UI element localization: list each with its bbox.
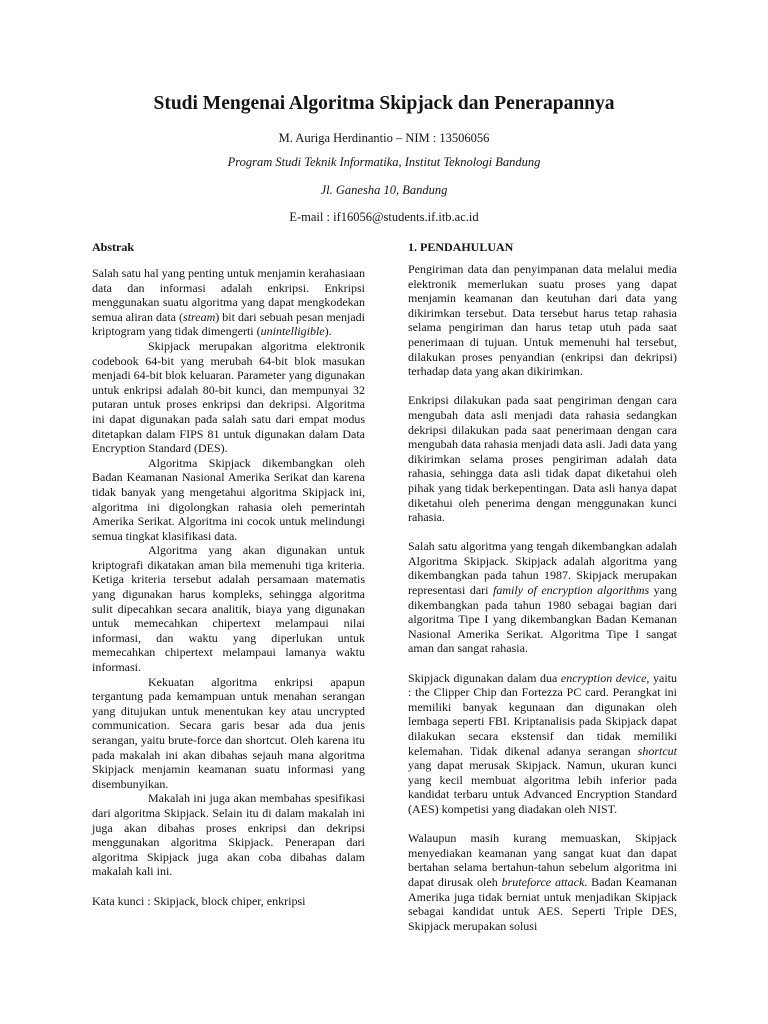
affiliation-line: Program Studi Teknik Informatika, Institut Teknologi Bandung (227, 155, 541, 169)
intro-paragraph-2: Enkripsi dilakukan pada saat pengiriman dengan cara mengubah data asli menjadi data rahasia sedangkan dekripsi dilakukan pada saat penerimaan dengan cara mengubah data rahasia menjadi data asli. Jadi data yang dikirimkan selama proses pengiriman adalah data rahasia, sehingga data asli tidak dapat diketahui oleh pihak yang tidak berkepentingan. Data asli hanya dapat diketahui oleh penerima dengan menggunakan kunci rahasia. (408, 393, 677, 525)
email-line: E-mail : if16056@students.if.itb.ac.id (289, 210, 479, 224)
abstract-heading: Abstrak (92, 240, 135, 254)
intro-paragraph-3: Salah satu algoritma yang tengah dikembangkan adalah Algoritma Skipjack. Skipjack adalah algoritma yang dikembangkan pada tahun 1987. Skipjack merupakan representasi dari family of encryption algorithms yang dikembangkan pada tahun 1980 sebagai bagian dari algoritma Tipe I yang dikembangkan Badan Kemanan Nasional Amerika Serikat. Algoritma Tipe I sangat aman dan sangat rahasia. (408, 539, 678, 656)
abstract-paragraph-4: Algoritma yang akan digunakan untuk kriptografi dikatakan aman bila memenuhi tiga kriteria. Ketiga kriteria tersebut adalah persamaan matematis yang digunakan harus kompleks, sehingga algoritma sulit dipecahkan secara analitik, biaya yang digunakan untuk memecahkan chipertext melampaui nilai informasi, dan waktu yang diperlukan untuk memecahkan chipertext melampaui lamanya waktu informasi. (92, 543, 365, 675)
address-line: Jl. Ganesha 10, Bandung (320, 183, 448, 197)
paper-title: Studi Mengenai Algoritma Skipjack dan Penerapannya (153, 93, 615, 114)
author-line: M. Auriga Herdinantio – NIM : 13506056 (278, 131, 490, 145)
abstract-paragraph-6: Makalah ini juga akan membahas spesifikasi dari algoritma Skipjack. Selain itu di dalam makalah ini juga akan dibahas proses enkripsi dan dekripsi menggunakan algoritma Skipjack. Penerapan dari algoritma Skipjack juga akan coba dibahas dalam makalah kali ini. (92, 791, 365, 879)
abstract-paragraph-1: Salah satu hal yang penting untuk menjamin kerahasiaan data dan informasi adalah enkripsi. Enkripsi menggunakan suatu algoritma yang dapat mengkodekan semua aliran data (stream) bit dari sebuah pesan menjadi kriptogram yang tidak dimengerti (unintelligible). (92, 266, 365, 339)
keywords: Kata kunci : Skipjack, block chiper, enkripsi (92, 893, 306, 908)
abstract-paragraph-5: Kekuatan algoritma enkripsi apapun tergantung pada kemampuan untuk menahan serangan yang ditujukan untuk menentukan key atau uncrypted communication. Secara garis besar ada dua jenis serangan, yaitu brute-force dan shortcut. Oleh karena itu pada makalah ini akan dibahas sejauh mana algoritma Skipjack menjamin keamanan suatu informasi yang disembunyikan. (92, 674, 365, 791)
abstract-column (92, 266, 365, 908)
intro-paragraph-1: Pengiriman data dan penyimpanan data melalui media elektronik memerlukan suatu proses yang dapat menjamin keamanan dan keutuhan dari data yang dikirimkan tersebut. Data tersebut harus tetap rahasia selama pengiriman dan harus tetap utuh pada saat penerimaan di tujuan. Untuk memenuhi hal tersebut, dilakukan proses penyandian (enkripsi dan dekripsi) terhadap data yang akan dikirimkan. (408, 262, 677, 379)
intro-paragraph-4: Skipjack digunakan dalam dua encryption device, yaitu : the Clipper Chip dan Fortezza PC card. Perangkat ini memiliki banyak kegunaan dan digunakan oleh lembaga seperti FBI. Kriptanalisis pada Skipjack dapat dilakukan secara ekstensif dan tidak memiliki kelemahan. Tidak dikenal adanya serangan shortcut yang dapat merusak Skipjack. Namun, ukuran kunci yang kecil membuat algoritma lebih inferior pada kandidat terbaru untuk Advanced Encryption Standard (AES) kompetisi yang diadakan oleh NIST. (408, 670, 677, 816)
section-heading-pendahuluan: 1. PENDAHULUAN (408, 240, 514, 254)
introduction-column (408, 262, 677, 933)
abstract-paragraph-2: Skipjack merupakan algoritma elektronik codebook 64-bit yang merubah 64-bit blok masukan menjadi 64-bit blok keluaran. Parameter yang digunakan untuk enkripsi adalah 80-bit kunci, dan mempunyai 32 putaran untuk proses enkripsi dan dekripsi. Algoritma ini dapat digunakan pada salah satu dari empat modus ditetapkan dalam FIPS 81 untuk digunakan dalam Data Encryption Standard (DES). (92, 338, 365, 456)
intro-paragraph-5: Walaupun masih kurang memuaskan, Skipjack menyediakan keamanan yang sangat kuat dan dapat bertahan selama bertahun-tahun sebelum algoritma ini dapat dirusak oleh bruteforce attack. Badan Keamanan Amerika juga tidak berniat untuk menjadikan Skipjack sebagai kandidat untuk AES. Seperti Triple DES, Skipjack merupakan solusi (408, 831, 677, 933)
abstract-paragraph-3: Algoritma Skipjack dikembangkan oleh Badan Keamanan Nasional Amerika Serikat dan karena tidak banyak yang mengetahui algoritma Skipjack ini, algoritma ini digolongkan rahasia oleh pemerintah Amerika Serikat. Algoritma ini cocok untuk melindungi semua tingkat klasifikasi data. (92, 455, 365, 543)
